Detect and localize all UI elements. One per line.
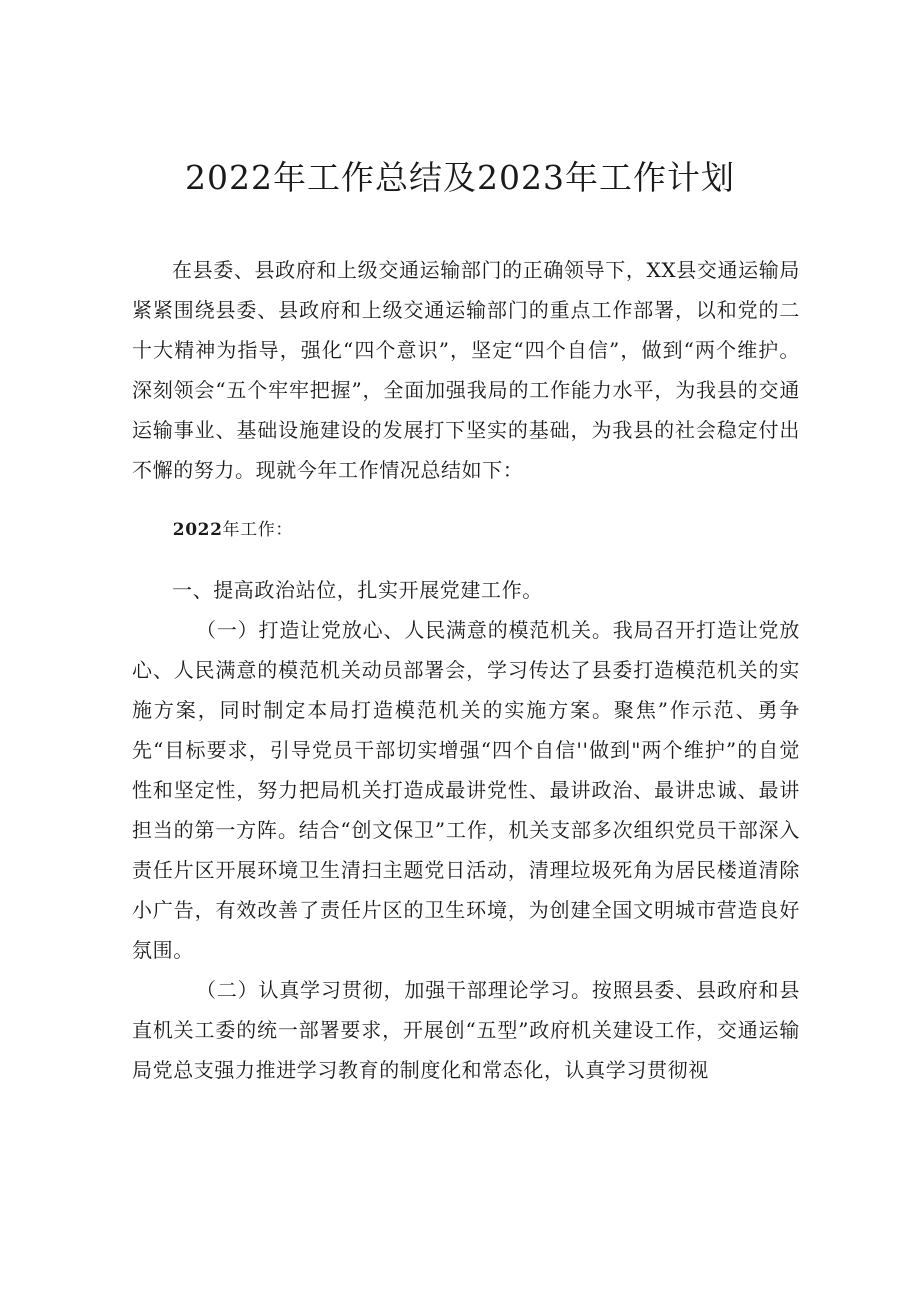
year-heading-number: 2022 — [172, 520, 223, 540]
section-heading-1: 一、提高政治站位，扎实开展党建工作。 — [172, 578, 543, 602]
year-heading-text: 年工作： — [222, 520, 293, 540]
year-heading — [132, 510, 800, 550]
item-paragraph-1: （一）打造让党放心、人民满意的模范机关。我局召开打造让党放心、人民满意的模范机关动员部署会，学习传达了县委打造模范机关的实施方案，同时制定本局打造模范机关的实施方案。聚焦”作示范、勇争先“目标要求，引导党员干部切实增强“四个自信''做到"两个维护”的自觉性和坚定性，努力把局机关打造成最讲党性、最讲政治、最讲忠诚、最讲担当的第一方阵。结合“创文保卫”工作，机关支部多次组织党员干部深入责任片区开展环境卫生清扫主题党日活动，清理垃圾死角为居民楼道清除小广告，有效改善了责任片区的卫生环境，为创建全国文明城市营造良好氛围。 — [132, 618, 800, 962]
item-paragraph-2: （二）认真学习贯彻，加强干部理论学习。按照县委、县政府和县直机关工委的统一部署要求，开展创“五型”政府机关建设工作，交通运输局党总支强力推进学习教育的制度化和常态化，认真学习贯彻视 — [132, 978, 800, 1082]
intro-paragraph: 在县委、县政府和上级交通运输部门的正确领导下，XX县交通运输局紧紧围绕县委、县政府和上级交通运输部门的重点工作部署，以和党的二十大精神为指导，强化“四个意识”，坚定“四个自信”，做到“两个维护。深刻领会“五个牢牢把握”，全面加强我局的工作能力水平，为我县的交通运输事业、基础设施建设的发展打下坚实的基础，为我县的社会稳定付出不懈的努力。现就今年工作情况总结如下： — [132, 258, 800, 482]
document-title: 2022年工作总结及2023年工作计划 — [185, 158, 735, 197]
document-body — [132, 250, 800, 1090]
